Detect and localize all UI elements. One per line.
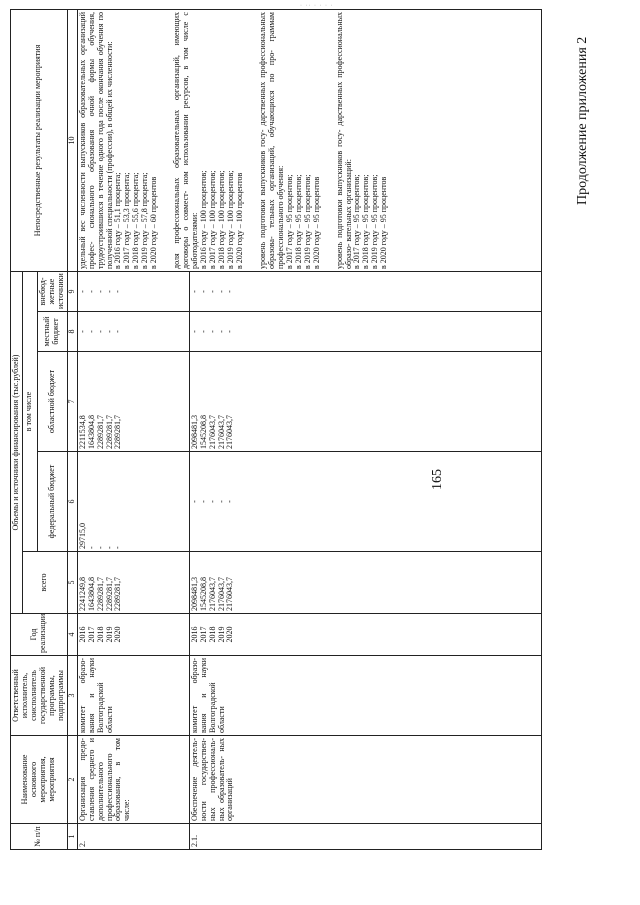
- total-value: 2176043,7: [207, 577, 217, 611]
- result-item: в 2019 году – 100 процентов;: [225, 170, 235, 269]
- total-value: 2241249,8: [77, 577, 87, 611]
- header-including: в том числе: [22, 272, 37, 552]
- result-item: в 2020 году – 95 процентов: [311, 176, 321, 269]
- extrabudget-value: -: [77, 290, 87, 293]
- federal-value: -: [113, 546, 123, 549]
- extrabudget-value: -: [207, 290, 217, 293]
- activity-name: Организация предо- ставления среднего и дополнительного профессионального образования, в том числе:: [77, 736, 189, 824]
- year-value: 2016: [189, 626, 199, 643]
- regional-value: 2289281,7: [95, 415, 105, 449]
- local-value: -: [104, 330, 114, 333]
- result-item: в 2020 году – 60 процентов: [149, 176, 159, 269]
- result-description: удельный вес численности выпускников образовательных организаций профес- сионального образования очной формы обучения, трудоустроившихся в течение одного года после окончания обучения по полученной специальности (профессии), в общей их численности:: [77, 12, 114, 269]
- regional-cell: [77, 352, 189, 452]
- extrabudget-value: -: [86, 290, 96, 293]
- total-cell: [189, 552, 541, 614]
- result-item: в 2018 году – 95 процентов;: [361, 174, 371, 269]
- result-block: [336, 12, 390, 269]
- column-number: 8: [67, 312, 77, 352]
- responsible-executor: комитет образо- вания и науки Волгоградской области: [189, 656, 541, 736]
- column-number: 10: [67, 10, 77, 272]
- local-cell: [189, 312, 541, 352]
- total-value: 2289281,7: [113, 577, 123, 611]
- result-item: в 2016 году – 51,1 процента;: [113, 172, 123, 269]
- regional-value: 1643804,8: [86, 415, 96, 449]
- column-number: 9: [67, 272, 77, 312]
- federal-value: -: [189, 500, 199, 503]
- local-value: -: [207, 330, 217, 333]
- result-block: [79, 12, 160, 269]
- regional-value: 2289281,7: [113, 415, 123, 449]
- result-item: в 2019 году – 57,8 процента;: [140, 172, 150, 269]
- result-block: [259, 12, 322, 269]
- local-value: -: [198, 330, 208, 333]
- result-description: уровень подготовки выпускников госу- дарственных профессиональных образо- вательных организаций:: [334, 12, 353, 269]
- header-extrabudget: внебюд- жетные источники: [37, 272, 67, 312]
- extrabudget-value: -: [225, 290, 235, 293]
- extrabudget-cell: [77, 272, 189, 312]
- result-item: в 2018 году – 95 процентов;: [293, 174, 303, 269]
- extrabudget-value: -: [198, 290, 208, 293]
- regional-value: 2176043,7: [216, 415, 226, 449]
- total-cell: [77, 552, 189, 614]
- local-value: -: [113, 330, 123, 333]
- federal-value: -: [104, 546, 114, 549]
- result-description: доля профессиональных образовательных организаций, имеющих договоры о совмест- ном использовании ресурсов, в том числе с работодателями:: [172, 12, 200, 269]
- total-value: 1545208,8: [198, 577, 208, 611]
- extrabudget-cell: [189, 272, 541, 312]
- column-number: 6: [67, 452, 77, 552]
- federal-cell: [189, 452, 541, 552]
- result-item: в 2017 году – 95 процентов;: [284, 174, 294, 269]
- federal-value: -: [198, 500, 208, 503]
- column-number: 3: [67, 656, 77, 736]
- federal-value: -: [86, 546, 96, 549]
- local-value: -: [86, 330, 96, 333]
- total-value: 2289281,7: [95, 577, 105, 611]
- federal-value: -: [216, 500, 226, 503]
- result-item: в 2016 году – 100 процентов;: [199, 170, 209, 269]
- year-value: 2018: [95, 626, 105, 643]
- extrabudget-value: -: [189, 290, 199, 293]
- extrabudget-value: -: [104, 290, 114, 293]
- table-header: [11, 10, 78, 850]
- total-value: 1643804,8: [86, 577, 96, 611]
- federal-value: 29715,0: [77, 523, 87, 549]
- local-value: -: [216, 330, 226, 333]
- financing-table: [10, 9, 542, 850]
- year-value: 2018: [207, 626, 217, 643]
- federal-value: -: [207, 500, 217, 503]
- years-cell: [189, 614, 541, 656]
- result-item: в 2019 году – 95 процентов;: [302, 174, 312, 269]
- header-executor: Ответственный исполнитель, соисполнитель государственной программы, подпрограммы: [11, 656, 68, 736]
- local-cell: [77, 312, 189, 352]
- regional-value: 2098481,3: [189, 415, 199, 449]
- years-cell: [77, 614, 189, 656]
- header-volume: Объемы и источники финансирования (тыс.рублей): [11, 272, 23, 614]
- year-value: 2017: [86, 626, 96, 643]
- header-year: Год реализации: [11, 614, 68, 656]
- result-item: в 2020 году – 100 процентов: [234, 172, 244, 269]
- responsible-executor: комитет образо- вания и науки Волгоградской области: [77, 656, 189, 736]
- federal-value: -: [95, 546, 105, 549]
- result-item: в 2017 году – 95 процентов;: [352, 174, 362, 269]
- activity-name: Обеспечение деятель- ности государствен- ных профессиональ- ных образователь- ных организаций: [189, 736, 541, 824]
- local-value: -: [189, 330, 199, 333]
- row-number: 2.: [77, 824, 189, 850]
- result-item: в 2020 году – 95 процентов: [379, 176, 389, 269]
- column-number: 1: [67, 824, 77, 850]
- year-value: 2020: [225, 626, 235, 643]
- result-item: в 2019 году – 95 процентов;: [370, 174, 380, 269]
- result-item: в 2018 году – 55,6 процента;: [131, 172, 141, 269]
- column-number: 7: [67, 352, 77, 452]
- extrabudget-value: -: [216, 290, 226, 293]
- result-block: [173, 12, 245, 269]
- extrabudget-value: -: [113, 290, 123, 293]
- local-value: -: [77, 330, 87, 333]
- total-value: 2176043,7: [225, 577, 235, 611]
- header-local: местный бюджет: [37, 312, 67, 352]
- federal-cell: [77, 452, 189, 552]
- local-value: -: [95, 330, 105, 333]
- result-item: в 2018 году – 100 процентов;: [217, 170, 227, 269]
- regional-value: 1545208,8: [198, 415, 208, 449]
- header-regional: областной бюджет: [37, 352, 67, 452]
- extrabudget-value: -: [95, 290, 105, 293]
- regional-cell: [189, 352, 541, 452]
- column-numbers-row: [67, 10, 77, 850]
- column-number: 4: [67, 614, 77, 656]
- year-value: 2017: [198, 626, 208, 643]
- total-value: 2176043,7: [216, 577, 226, 611]
- total-value: 2098481,3: [189, 577, 199, 611]
- year-value: 2019: [104, 626, 114, 643]
- results-cell: [77, 10, 541, 272]
- regional-value: 2211534,8: [77, 415, 87, 449]
- year-value: 2016: [77, 626, 87, 643]
- column-number: 5: [67, 552, 77, 614]
- regional-value: 2176043,7: [207, 415, 217, 449]
- regional-value: 2289281,7: [104, 415, 114, 449]
- header-name: Наименование основного мероприятия, мероприятия: [11, 736, 68, 824]
- result-description: уровень подготовки выпускников госу- дарственных профессиональных образова- тельных организаций, обучающихся по про- граммам профессионального обучения:: [257, 12, 285, 269]
- header-num: № п/п: [11, 824, 68, 850]
- result-item: в 2017 году – 53,3 процента;: [122, 172, 132, 269]
- scan-artifact: · ·· · · · ·: [300, 3, 334, 9]
- result-item: в 2017 году – 100 процентов;: [208, 170, 218, 269]
- row-number: 2.1.: [189, 824, 541, 850]
- header-total: всего: [22, 552, 67, 614]
- year-value: 2020: [113, 626, 123, 643]
- federal-value: -: [225, 500, 235, 503]
- regional-value: 2176043,7: [225, 415, 235, 449]
- appendix-continuation-title: Продолжение приложения 2: [575, 36, 590, 205]
- header-federal: федеральный бюджет: [37, 452, 67, 552]
- header-results: Непосредственные результаты реализации мероприятия: [11, 10, 68, 272]
- local-value: -: [225, 330, 235, 333]
- total-value: 2289281,7: [104, 577, 114, 611]
- table-row: [77, 10, 189, 850]
- column-number: 2: [67, 736, 77, 824]
- year-value: 2019: [216, 626, 226, 643]
- page-number: 165: [430, 469, 445, 490]
